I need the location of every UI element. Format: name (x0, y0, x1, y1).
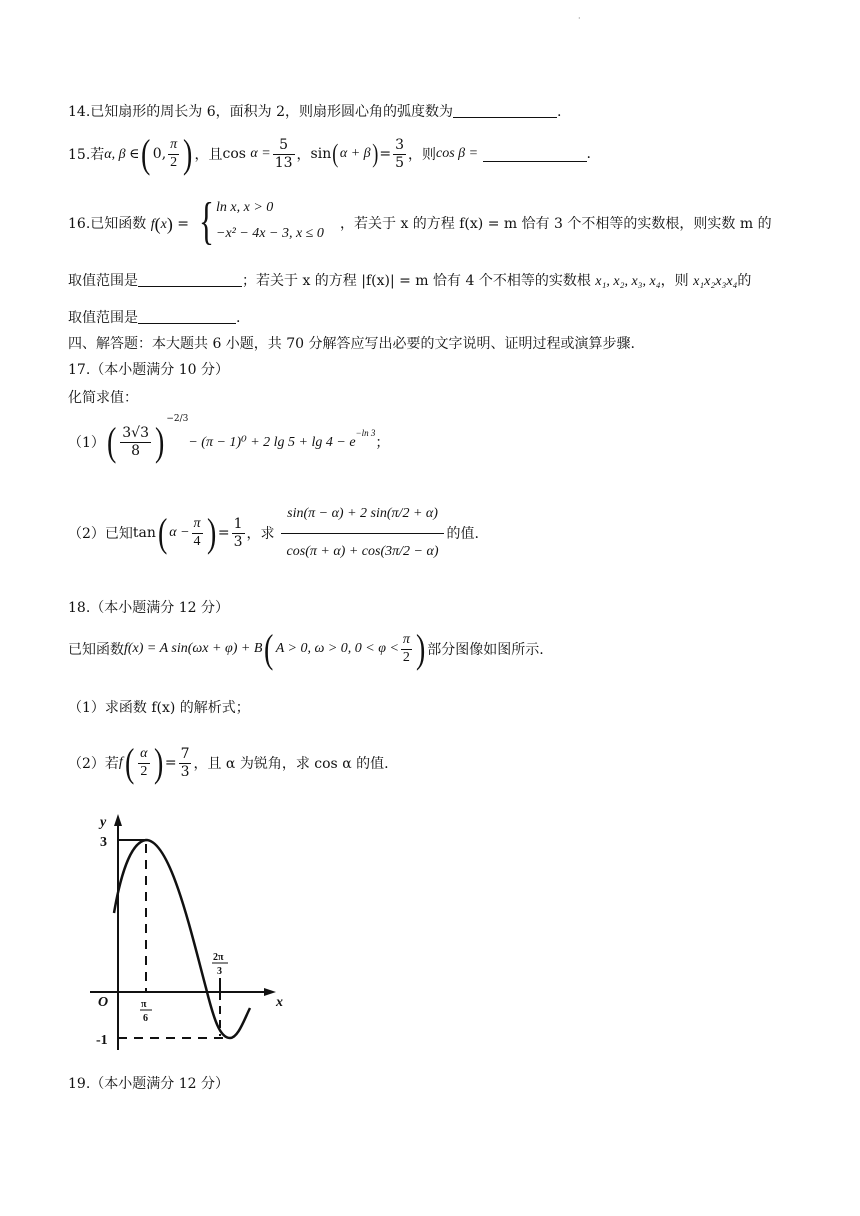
q17-p2-end: 的值. (446, 526, 479, 542)
q17-p2-tan: tan (132, 525, 156, 541)
question-15 (68, 131, 591, 177)
y-axis-arrow (114, 814, 122, 826)
q18-alpha-over-2 (138, 746, 149, 779)
frac-num: 7 (180, 746, 190, 763)
q16-eq: = (177, 216, 190, 232)
answer-blank-14[interactable] (453, 103, 557, 118)
x2-den-label: 3 (217, 966, 222, 977)
q18-pi-over-2 (401, 632, 412, 665)
q16-line2c: ，则 (660, 273, 689, 289)
question-17-subtitle: 化简求值： (68, 390, 138, 406)
frac-den: cos(π + α) + cos(3π/2 − α) (286, 543, 439, 559)
sine-curve (114, 840, 250, 1038)
question-16-line-2 (68, 270, 751, 290)
question-18-statement (68, 626, 544, 672)
q16-f: f (150, 217, 155, 232)
open-paren: ( (124, 740, 135, 785)
question-18-header: 18.（本小题满分 12 分） (68, 600, 229, 616)
question-18-part-2 (68, 740, 389, 786)
q15-3-over-5 (393, 137, 406, 170)
section-heading-4: 四、解答题：本大题共 6 小题，共 70 分解答应写出必要的文字说明、证明过程或演算步骤. (68, 336, 635, 352)
x2-num-label: 2π (213, 952, 224, 963)
frac-den: 3 (233, 533, 243, 550)
frac-den: 13 (274, 154, 293, 171)
open-paren: ( (264, 626, 274, 671)
q15-alpha: α = (250, 146, 271, 161)
q15-vars: α, β ∈ (104, 146, 140, 162)
q15-end: . (586, 146, 591, 162)
q16-case-2: −x² − 4x − 3, x ≤ 0 (216, 226, 324, 241)
q18-p2-a: （2）若 (68, 756, 119, 772)
q16-line2d: 的 (737, 273, 752, 289)
question-15-lead: 15.若 (68, 147, 105, 163)
q18-stmt-cond: A > 0, ω > 0, 0 < φ < (275, 641, 399, 656)
frac-den: 5 (395, 154, 404, 171)
frac-num: 3 (395, 137, 404, 154)
question-16-lead (68, 213, 189, 233)
q15-sin: sin (310, 146, 332, 162)
q17-p1-exponent: −2/3 (166, 414, 189, 424)
open-paren: ( (332, 139, 339, 168)
q16-line3: 取值范围是 (68, 310, 138, 326)
question-16-line-3 (68, 307, 240, 327)
x-axis-label: x (276, 995, 283, 1010)
question-19-header: 19.（本小题满分 12 分） (68, 1076, 229, 1092)
q18-7-over-3 (179, 746, 192, 779)
q16-roots: x₁, x₂, x₃, x₄ (595, 274, 661, 289)
q15-mid2: ， (296, 147, 311, 163)
answer-blank-16b[interactable] (138, 309, 236, 324)
frac-den: 4 (193, 533, 201, 549)
frac-num: π (168, 137, 179, 154)
q17-p2-inner: α − (169, 525, 190, 540)
q16-line2b: ；若关于 x 的方程 |f(x)| = m 恰有 4 个不相等的实数根 (242, 273, 591, 289)
frac-den: 2 (140, 763, 148, 779)
question-14 (68, 101, 561, 121)
q15-mid3: ，则 (408, 147, 436, 163)
x1-num-label: π (141, 999, 147, 1010)
q17-p2-label: （2）已知 (68, 526, 133, 542)
question-17-header: 17.（本小题满分 10 分） (68, 362, 229, 378)
q18-p2-b: ，且 α 为锐角，求 cos α 的值. (193, 756, 389, 772)
q18-stmt-a: 已知函数 (68, 642, 124, 658)
origin-label: O (98, 995, 109, 1010)
q15-zero: 0, (152, 146, 167, 162)
answer-blank-15[interactable] (483, 147, 587, 162)
close-paren: ) (183, 131, 193, 176)
q15-pi-over-2 (168, 137, 179, 170)
question-17-part-1 (68, 412, 389, 472)
answer-blank-16a[interactable] (138, 272, 242, 287)
q18-p2-f: f (118, 755, 123, 770)
question-17-part-2 (68, 488, 479, 578)
q17-p1-end: ； (375, 435, 390, 451)
y-max-label: 3 (100, 835, 107, 850)
open-paren: ( (141, 131, 151, 176)
q15-mid1: ，且 (194, 147, 223, 163)
q17-p2-1-over-3 (232, 516, 245, 549)
q16-x: x (160, 217, 167, 232)
q17-p2-eq: = (217, 525, 230, 541)
frac-den: 8 (131, 442, 141, 459)
frac-num: 5 (273, 137, 295, 154)
q17-p1-fraction (120, 425, 151, 458)
q15-cosb: cos β = (436, 146, 479, 161)
q17-p1-exponent-2: −ln 3 (355, 428, 376, 438)
x-axis-arrow (264, 988, 276, 996)
sine-graph (90, 808, 310, 1058)
q15-5-over-13 (273, 137, 295, 170)
piecewise-brace: { (198, 193, 214, 250)
close-paren: ) (153, 740, 163, 785)
close-paren: ) (371, 139, 379, 168)
q17-p2-pi-over-4 (192, 516, 203, 549)
close-paren: ) (206, 510, 216, 555)
frac-den: 2 (170, 154, 178, 170)
q15-cos: cos (222, 146, 246, 162)
q16-prod: x₁x₂x₃x₄ (693, 274, 738, 289)
q17-p2-ask: ，求 (246, 526, 275, 542)
q16-case-1: ln x, x > 0 (216, 200, 274, 215)
frac-num: π (401, 632, 412, 649)
question-18-part-1: （1）求函数 f(x) 的解析式； (68, 700, 250, 716)
open-paren: ( (106, 419, 117, 464)
top-mark: · (578, 14, 581, 23)
q16-end: . (236, 310, 241, 326)
x1-den-label: 6 (143, 1013, 148, 1024)
open-paren: ( (157, 510, 168, 555)
frac-num: sin(π − α) + 2 sin(π/2 + α) (281, 502, 445, 533)
frac-num: 1 (233, 516, 243, 533)
q18-p2-eq: = (164, 755, 177, 771)
frac-den: 2 (402, 649, 410, 665)
q17-p1-rest: − (π − 1)⁰ + 2 lg 5 + lg 4 − e (188, 434, 356, 450)
q15-eq: = (379, 146, 392, 162)
y-min-label: -1 (96, 1033, 108, 1048)
q15-ab: α + β (339, 146, 371, 161)
open-paren: ( (154, 214, 161, 234)
question-14-text: 14.已知扇形的周长为 6，面积为 2，则扇形圆心角的弧度数为 (68, 104, 453, 120)
q17-p2-big-fraction (281, 502, 445, 563)
q16-tail: ，若关于 x 的方程 f(x) = m 恰有 3 个不相等的实数根，则实数 m 的 (340, 216, 772, 232)
q18-stmt-b: 部分图像如图所示. (427, 642, 544, 658)
q18-stmt-f: f(x) = A sin(ωx + φ) + B (124, 641, 263, 656)
question-14-end: . (556, 104, 562, 120)
q16-line2a: 取值范围是 (68, 273, 138, 289)
close-paren: ) (154, 419, 165, 464)
frac-num: α (138, 746, 149, 763)
frac-num: π (192, 516, 203, 533)
q16-lead-text: 16.已知函数 (68, 216, 147, 232)
frac-num: 3√3 (122, 425, 149, 442)
close-paren: ) (166, 214, 173, 234)
frac-den: 3 (180, 763, 190, 780)
q17-p1-label: （1） (68, 435, 105, 451)
close-paren: ) (415, 626, 426, 671)
y-axis-label: y (100, 815, 107, 830)
